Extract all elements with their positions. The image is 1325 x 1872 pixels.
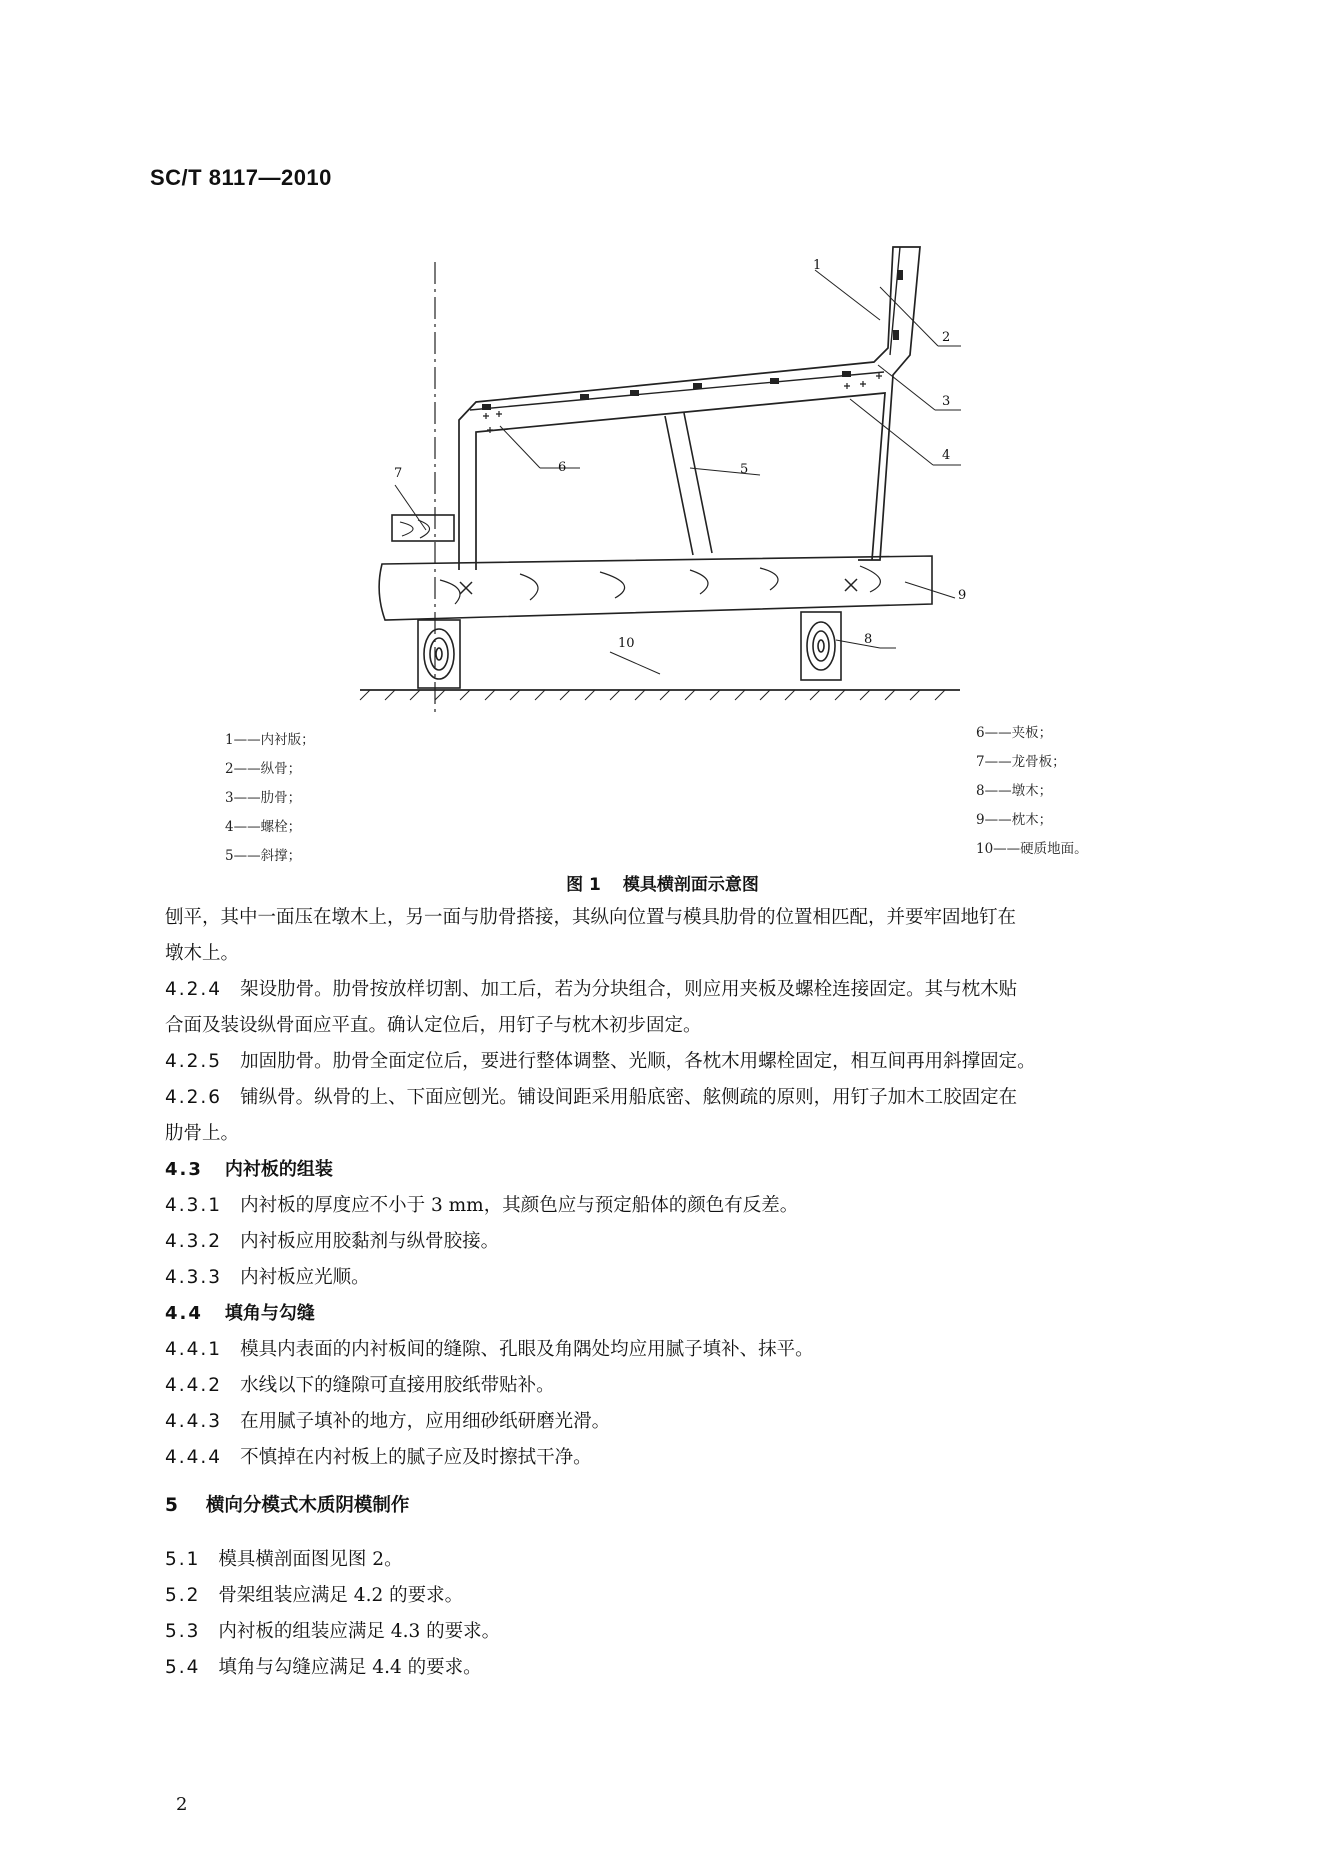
clause-number: 5.1 xyxy=(165,1549,201,1570)
clause-text: 不慎掉在内衬板上的腻子应及时擦拭干净。 xyxy=(240,1447,592,1468)
figure-legend-right xyxy=(976,719,1088,864)
hull-inner-outline xyxy=(476,393,885,570)
clause-text: 骨架组装应满足 4.2 的要求。 xyxy=(218,1585,464,1606)
legend-item: 2——纵骨； xyxy=(225,761,302,777)
clause-5-3 xyxy=(165,1614,1175,1650)
diagonal-brace xyxy=(665,413,712,555)
callout-4: 4 xyxy=(942,448,951,463)
paragraph: 墩木上。 xyxy=(165,943,240,964)
legend-item: 5——斜撑； xyxy=(225,848,302,864)
legend-item: 10——硬质地面。 xyxy=(976,841,1088,857)
mold-cross-section-figure xyxy=(350,240,970,720)
clause-text: 铺纵骨。纵骨的上、下面应刨光。铺设间距采用船底密、舷侧疏的原则，用钉子加木工胶固定在 xyxy=(240,1087,1018,1108)
lining-board xyxy=(470,372,884,410)
clause-text: 内衬板应用胶黏剂与纵骨胶接。 xyxy=(240,1231,500,1252)
ground-hatch xyxy=(360,690,945,700)
legend-item: 8——墩木； xyxy=(976,783,1053,799)
clause-text: 在用腻子填补的地方，应用细砂纸研磨光滑。 xyxy=(240,1411,611,1432)
clause-number: 4.4.1 xyxy=(165,1339,223,1360)
x-marks xyxy=(460,579,857,594)
clause-4-4-4 xyxy=(165,1440,1175,1476)
figure-title: 模具横剖面示意图 xyxy=(622,875,759,895)
clause-text: 填角与勾缝应满足 4.4 的要求。 xyxy=(218,1657,482,1678)
pier-block-right xyxy=(801,612,841,680)
section-title: 填角与勾缝 xyxy=(224,1303,315,1324)
section-heading-4-3 xyxy=(165,1152,1175,1188)
keel-plank xyxy=(392,515,454,541)
clause-text: 内衬板的厚度应不小于 3 mm，其颜色应与预定船体的颜色有反差。 xyxy=(240,1195,799,1216)
section-title: 横向分模式木质阴模制作 xyxy=(205,1495,410,1516)
legend-item: 6——夹板； xyxy=(976,725,1053,741)
figure-legend-left xyxy=(225,726,315,871)
section-heading-5 xyxy=(165,1488,1175,1524)
clause-text: 模具横剖面图见图 2。 xyxy=(218,1549,403,1570)
callout-leaders xyxy=(395,270,961,674)
clause-number: 4.4.3 xyxy=(165,1411,223,1432)
sleeper-timber xyxy=(379,556,932,620)
figure-caption xyxy=(0,870,1325,895)
clause-number: 4.2.4 xyxy=(165,979,223,1000)
clause-number: 5.2 xyxy=(165,1585,201,1606)
page-number: 2 xyxy=(176,1794,188,1815)
section-title: 内衬板的组装 xyxy=(224,1159,333,1180)
pier-block-left xyxy=(418,620,460,688)
section-number: 5 xyxy=(165,1495,180,1516)
callout-8: 8 xyxy=(864,632,873,647)
clause-number: 4.3.1 xyxy=(165,1195,223,1216)
clause-4-4-2 xyxy=(165,1368,1175,1404)
callout-1: 1 xyxy=(813,258,822,273)
clause-4-2-5 xyxy=(165,1044,1175,1080)
callout-2: 2 xyxy=(942,330,951,345)
callout-7: 7 xyxy=(394,466,403,481)
callout-10: 10 xyxy=(618,636,635,651)
clause-text: 水线以下的缝隙可直接用胶纸带贴补。 xyxy=(240,1375,555,1396)
clause-text: 加固肋骨。肋骨全面定位后，要进行整体调整、光顺，各枕木用螺栓固定，相互间再用斜撑固定。 xyxy=(240,1051,1036,1072)
section-heading-4-4 xyxy=(165,1296,1175,1332)
callout-5: 5 xyxy=(740,462,749,477)
legend-item: 7——龙骨板； xyxy=(976,754,1066,770)
callout-9: 9 xyxy=(958,588,967,603)
clause-4-3-2 xyxy=(165,1224,1175,1260)
paragraph: 合面及装设纵骨面应平直。确认定位后，用钉子与枕木初步固定。 xyxy=(165,1015,702,1036)
hull-outer-outline xyxy=(459,247,920,570)
figure-number: 图 1 xyxy=(566,875,601,895)
callout-3: 3 xyxy=(942,394,951,409)
clause-4-2-4 xyxy=(165,972,1175,1008)
body-text xyxy=(165,900,1175,1686)
clause-text: 内衬板的组装应满足 4.3 的要求。 xyxy=(218,1621,501,1642)
callout-6: 6 xyxy=(558,460,567,475)
legend-item: 3——肋骨； xyxy=(225,790,302,806)
clause-4-3-1 xyxy=(165,1188,1175,1224)
clause-4-4-1 xyxy=(165,1332,1175,1368)
legend-item: 4——螺栓； xyxy=(225,819,302,835)
clause-number: 4.4.2 xyxy=(165,1375,223,1396)
clause-number: 4.2.5 xyxy=(165,1051,223,1072)
clause-number: 5.3 xyxy=(165,1621,201,1642)
clause-5-2 xyxy=(165,1578,1175,1614)
clause-number: 5.4 xyxy=(165,1657,201,1678)
clause-4-4-3 xyxy=(165,1404,1175,1440)
standard-code: SC/T 8117—2010 xyxy=(150,165,332,190)
clause-text: 架设肋骨。肋骨按放样切割、加工后，若为分块组合，则应用夹板及螺栓连接固定。其与枕木贴 xyxy=(240,979,1018,1000)
section-number: 4.4 xyxy=(165,1303,203,1324)
legend-item: 9——枕木； xyxy=(976,812,1053,828)
clause-text: 模具内表面的内衬板间的缝隙、孔眼及角隅处均应用腻子填补、抹平。 xyxy=(240,1339,814,1360)
clause-5-1 xyxy=(165,1542,1175,1578)
clause-4-2-6 xyxy=(165,1080,1175,1116)
section-number: 4.3 xyxy=(165,1159,203,1180)
clause-number: 4.3.2 xyxy=(165,1231,223,1252)
clause-text: 内衬板应光顺。 xyxy=(240,1267,370,1288)
paragraph: 肋骨上。 xyxy=(165,1123,240,1144)
clause-5-4 xyxy=(165,1650,1175,1686)
legend-item: 1——内衬版； xyxy=(225,732,315,748)
clause-number: 4.4.4 xyxy=(165,1447,223,1468)
clause-number: 4.2.6 xyxy=(165,1087,223,1108)
paragraph: 刨平，其中一面压在墩木上，另一面与肋骨搭接，其纵向位置与模具肋骨的位置相匹配，并要牢固地钉在 xyxy=(165,907,1017,928)
clause-number: 4.3.3 xyxy=(165,1267,223,1288)
clause-4-3-3 xyxy=(165,1260,1175,1296)
